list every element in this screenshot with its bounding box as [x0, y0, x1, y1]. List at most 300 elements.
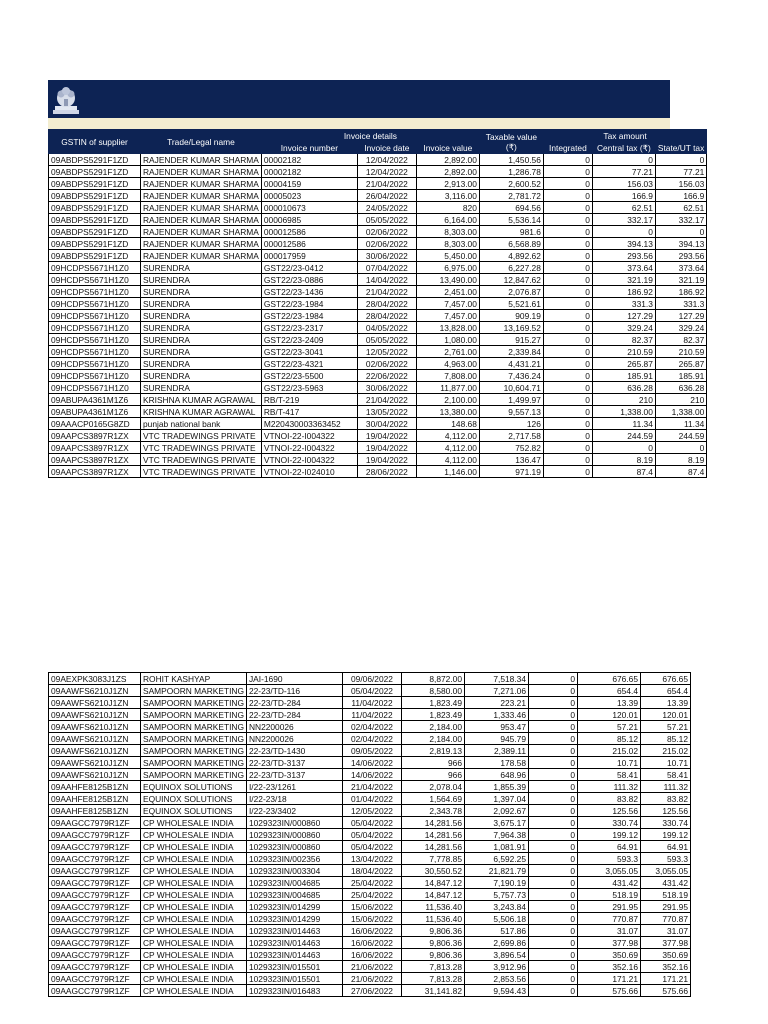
invoice-number-cell: I/22-23/18	[246, 793, 342, 805]
trade-name-cell: CP WHOLESALE INDIA	[141, 865, 247, 877]
trade-name-cell: KRISHNA KUMAR AGRAWAL	[141, 406, 262, 418]
table-row	[49, 322, 707, 334]
invoice-date-cell: 05/04/2022	[342, 841, 401, 853]
invoice-value-cell: 9,806.36	[401, 925, 464, 937]
integrated-tax-cell: 0	[528, 937, 577, 949]
invoice-date-cell: 02/06/2022	[357, 238, 416, 250]
table-row	[49, 154, 707, 166]
integrated-tax-cell: 0	[528, 709, 577, 721]
header-subband	[48, 118, 670, 129]
taxable-value-cell: 1,499.97	[479, 394, 543, 406]
trade-name-cell: CP WHOLESALE INDIA	[141, 853, 247, 865]
trade-name-cell: RAJENDER KUMAR SHARMA	[141, 178, 262, 190]
state-tax-cell: 10.71	[640, 757, 690, 769]
state-tax-cell: 352.16	[640, 961, 690, 973]
state-tax-cell: 186.92	[655, 286, 706, 298]
invoice-date-cell: 18/04/2022	[342, 865, 401, 877]
invoice-number-cell: 00006985	[261, 214, 357, 226]
integrated-tax-cell: 0	[543, 262, 592, 274]
gstin-cell: 09AAPCS3897R1ZX	[49, 466, 141, 478]
invoice-number-cell: 1029323IN/014299	[246, 913, 342, 925]
integrated-tax-cell: 0	[528, 985, 577, 997]
trade-name-cell: SURENDRA	[141, 322, 262, 334]
invoice-value-cell: 4,963.00	[416, 358, 479, 370]
table-row	[49, 865, 691, 877]
gstin-cell: 09ABDPS5291F1ZD	[49, 214, 141, 226]
central-tax-cell: 210.59	[592, 346, 655, 358]
gstin-cell: 09AAGCC7979R1ZF	[49, 985, 141, 997]
invoice-number-cell: NN2200026	[246, 733, 342, 745]
central-tax-cell: 518.19	[577, 889, 640, 901]
trade-name-cell: SAMPOORN MARKETING	[141, 709, 247, 721]
gstin-cell: 09AEXPK3083J1ZS	[49, 673, 141, 685]
invoice-number-cell: 000012586	[261, 226, 357, 238]
gstin-cell: 09AAHFE8125B1ZN	[49, 781, 141, 793]
invoice-number-cell: GST22/23-1984	[261, 298, 357, 310]
invoice-date-cell: 02/04/2022	[342, 721, 401, 733]
integrated-tax-cell: 0	[543, 298, 592, 310]
gstin-cell: 09ABDPS5291F1ZD	[49, 190, 141, 202]
taxable-value-cell: 909.19	[479, 310, 543, 322]
gstin-cell: 09AAGCC7979R1ZF	[49, 937, 141, 949]
trade-name-cell: CP WHOLESALE INDIA	[141, 901, 247, 913]
table-row	[49, 214, 707, 226]
state-tax-cell: 770.87	[640, 913, 690, 925]
invoice-value-cell: 13,490.00	[416, 274, 479, 286]
table-row	[49, 358, 707, 370]
gstin-cell: 09AAHFE8125B1ZN	[49, 805, 141, 817]
taxable-value-cell: 3,243.84	[464, 901, 528, 913]
invoice-date-cell: 04/05/2022	[357, 322, 416, 334]
invoice-number-cell: 1029323IN/016483	[246, 985, 342, 997]
taxable-value-cell: 2,076.87	[479, 286, 543, 298]
gstin-cell: 09ABDPS5291F1ZD	[49, 226, 141, 238]
integrated-tax-cell: 0	[528, 805, 577, 817]
invoice-date-cell: 05/05/2022	[357, 334, 416, 346]
central-tax-cell: 111.32	[577, 781, 640, 793]
invoice-date-cell: 02/04/2022	[342, 733, 401, 745]
gstin-cell: 09AAWFS6210J1ZN	[49, 721, 141, 733]
integrated-tax-cell: 0	[543, 226, 592, 238]
invoice-date-cell: 16/06/2022	[342, 937, 401, 949]
state-tax-cell: 0	[655, 154, 706, 166]
gstin-cell: 09HCDPS5671H1Z0	[49, 346, 141, 358]
state-tax-cell: 199.12	[640, 829, 690, 841]
table-row	[49, 178, 707, 190]
invoice-number-cell: GST22/23-1436	[261, 286, 357, 298]
gstin-cell: 09HCDPS5671H1Z0	[49, 382, 141, 394]
taxable-value-cell: 1,333.46	[464, 709, 528, 721]
taxable-value-cell: 136.47	[479, 454, 543, 466]
gstin-cell: 09AAGCC7979R1ZF	[49, 889, 141, 901]
integrated-tax-cell: 0	[543, 358, 592, 370]
gstin-cell: 09AAGCC7979R1ZF	[49, 865, 141, 877]
invoice-number-cell: VTNOI-22-I004322	[261, 454, 357, 466]
trade-name-cell: RAJENDER KUMAR SHARMA	[141, 214, 262, 226]
integrated-tax-cell: 0	[528, 925, 577, 937]
central-tax-cell: 373.64	[592, 262, 655, 274]
central-tax-cell: 0	[592, 154, 655, 166]
central-tax-cell: 57.21	[577, 721, 640, 733]
table-row	[49, 238, 707, 250]
table-row	[49, 346, 707, 358]
gstin-cell: 09ABDPS5291F1ZD	[49, 178, 141, 190]
central-tax-cell: 10.71	[577, 757, 640, 769]
col-invoice-number-header: Invoice number	[261, 142, 357, 154]
state-tax-cell: 654.4	[640, 685, 690, 697]
table-row	[49, 673, 691, 685]
trade-name-cell: SURENDRA	[141, 382, 262, 394]
invoice-date-cell: 12/04/2022	[357, 166, 416, 178]
invoice-value-cell: 1,823.49	[401, 697, 464, 709]
gstin-cell: 09HCDPS5671H1Z0	[49, 286, 141, 298]
taxable-value-cell: 2,092.67	[464, 805, 528, 817]
invoice-value-cell: 13,828.00	[416, 322, 479, 334]
col-gstin-header: GSTIN of supplier	[49, 130, 141, 154]
invoice-date-cell: 28/04/2022	[357, 310, 416, 322]
trade-name-cell: CP WHOLESALE INDIA	[141, 889, 247, 901]
taxable-value-cell: 2,717.58	[479, 430, 543, 442]
invoice-date-cell: 21/06/2022	[342, 973, 401, 985]
central-tax-cell: 291.95	[577, 901, 640, 913]
invoice-date-cell: 25/04/2022	[342, 877, 401, 889]
invoice-date-cell: 28/06/2022	[357, 466, 416, 478]
taxable-value-cell: 3,896.54	[464, 949, 528, 961]
integrated-tax-cell: 0	[528, 781, 577, 793]
central-tax-cell: 431.42	[577, 877, 640, 889]
invoice-date-cell: 19/04/2022	[357, 430, 416, 442]
central-tax-cell: 770.87	[577, 913, 640, 925]
table-row	[49, 454, 707, 466]
central-tax-cell: 352.16	[577, 961, 640, 973]
integrated-tax-cell: 0	[543, 286, 592, 298]
table-row	[49, 430, 707, 442]
state-tax-cell: 156.03	[655, 178, 706, 190]
table-row	[49, 793, 691, 805]
table-row	[49, 745, 691, 757]
gstin-cell: 09AAACP0165G8ZD	[49, 418, 141, 430]
central-tax-cell: 394.13	[592, 238, 655, 250]
gstin-cell: 09ABDPS5291F1ZD	[49, 202, 141, 214]
invoice-date-cell: 11/04/2022	[342, 697, 401, 709]
gstin-cell: 09HCDPS5671H1Z0	[49, 334, 141, 346]
state-tax-cell: 431.42	[640, 877, 690, 889]
invoice-number-cell: I/22-23/3402	[246, 805, 342, 817]
trade-name-cell: SAMPOORN MARKETING	[141, 721, 247, 733]
taxable-value-cell: 2,389.11	[464, 745, 528, 757]
invoice-date-cell: 16/06/2022	[342, 925, 401, 937]
trade-name-cell: CP WHOLESALE INDIA	[141, 913, 247, 925]
invoice-date-cell: 14/06/2022	[342, 757, 401, 769]
table-row	[49, 925, 691, 937]
national-emblem-icon	[51, 82, 81, 116]
invoice-date-cell: 01/04/2022	[342, 793, 401, 805]
state-tax-cell: 3,055.05	[640, 865, 690, 877]
state-tax-cell: 329.24	[655, 322, 706, 334]
table-row	[49, 166, 707, 178]
central-tax-cell: 58.41	[577, 769, 640, 781]
invoice-number-cell: GST22/23-0412	[261, 262, 357, 274]
taxable-value-cell: 6,227.28	[479, 262, 543, 274]
integrated-tax-cell: 0	[528, 733, 577, 745]
invoice-number-cell: RB/T-417	[261, 406, 357, 418]
gstin-cell: 09HCDPS5671H1Z0	[49, 262, 141, 274]
table-row	[49, 829, 691, 841]
taxable-value-cell: 3,675.17	[464, 817, 528, 829]
invoice-value-cell: 14,281.56	[401, 829, 464, 841]
gstin-cell: 09AAGCC7979R1ZF	[49, 853, 141, 865]
state-tax-cell: 331.3	[655, 298, 706, 310]
invoice-date-cell: 13/04/2022	[342, 853, 401, 865]
trade-name-cell: CP WHOLESALE INDIA	[141, 877, 247, 889]
taxable-value-cell: 2,339.84	[479, 346, 543, 358]
trade-name-cell: RAJENDER KUMAR SHARMA	[141, 202, 262, 214]
state-tax-cell: 321.19	[655, 274, 706, 286]
trade-name-cell: CP WHOLESALE INDIA	[141, 949, 247, 961]
central-tax-cell: 593.3	[577, 853, 640, 865]
state-tax-cell: 13.39	[640, 697, 690, 709]
central-tax-cell: 329.24	[592, 322, 655, 334]
invoice-value-cell: 4,112.00	[416, 442, 479, 454]
integrated-tax-cell: 0	[528, 673, 577, 685]
state-tax-cell: 31.07	[640, 925, 690, 937]
invoice-date-cell: 30/06/2022	[357, 382, 416, 394]
invoice-value-cell: 5,450.00	[416, 250, 479, 262]
integrated-tax-cell: 0	[543, 250, 592, 262]
integrated-tax-cell: 0	[543, 454, 592, 466]
taxable-value-cell: 3,912.96	[464, 961, 528, 973]
state-tax-cell: 82.37	[655, 334, 706, 346]
invoice-date-cell: 19/04/2022	[357, 454, 416, 466]
central-tax-cell: 82.37	[592, 334, 655, 346]
invoice-value-cell: 2,892.00	[416, 154, 479, 166]
invoice-value-cell: 14,281.56	[401, 841, 464, 853]
state-tax-cell: 293.56	[655, 250, 706, 262]
invoice-value-cell: 2,761.00	[416, 346, 479, 358]
taxable-value-cell: 953.47	[464, 721, 528, 733]
table-row	[49, 937, 691, 949]
invoice-number-cell: GST22/23-2409	[261, 334, 357, 346]
trade-name-cell: CP WHOLESALE INDIA	[141, 925, 247, 937]
table-row	[49, 394, 707, 406]
trade-name-cell: SURENDRA	[141, 274, 262, 286]
invoice-number-cell: GST22/23-3041	[261, 346, 357, 358]
state-tax-cell: 125.56	[640, 805, 690, 817]
gstin-cell: 09AAWFS6210J1ZN	[49, 709, 141, 721]
invoice-value-cell: 8,580.00	[401, 685, 464, 697]
invoice-date-cell: 16/06/2022	[342, 949, 401, 961]
invoice-date-cell: 12/05/2022	[342, 805, 401, 817]
gstin-cell: 09AAWFS6210J1ZN	[49, 733, 141, 745]
central-tax-cell: 199.12	[577, 829, 640, 841]
integrated-tax-cell: 0	[528, 685, 577, 697]
state-tax-cell: 330.74	[640, 817, 690, 829]
state-tax-cell: 111.32	[640, 781, 690, 793]
state-tax-cell: 291.95	[640, 901, 690, 913]
integrated-tax-cell: 0	[543, 370, 592, 382]
invoice-date-cell: 15/06/2022	[342, 913, 401, 925]
taxable-value-cell: 9,557.13	[479, 406, 543, 418]
invoice-value-cell: 7,457.00	[416, 310, 479, 322]
state-tax-cell: 676.65	[640, 673, 690, 685]
invoice-number-cell: 000010673	[261, 202, 357, 214]
invoice-date-cell: 27/06/2022	[342, 985, 401, 997]
trade-name-cell: RAJENDER KUMAR SHARMA	[141, 190, 262, 202]
trade-name-cell: SURENDRA	[141, 298, 262, 310]
trade-name-cell: SURENDRA	[141, 370, 262, 382]
trade-name-cell: RAJENDER KUMAR SHARMA	[141, 238, 262, 250]
invoice-number-cell: JAI-1690	[246, 673, 342, 685]
gstin-cell: 09AAPCS3897R1ZX	[49, 430, 141, 442]
invoice-number-cell: 00002182	[261, 154, 357, 166]
invoice-number-cell: 1029323IN/014299	[246, 901, 342, 913]
table-row	[49, 466, 707, 478]
gstin-cell: 09ABDPS5291F1ZD	[49, 238, 141, 250]
taxable-value-cell: 10,604.71	[479, 382, 543, 394]
state-tax-cell: 87.4	[655, 466, 706, 478]
table-row	[49, 913, 691, 925]
gstin-cell: 09AAGCC7979R1ZF	[49, 949, 141, 961]
trade-name-cell: CP WHOLESALE INDIA	[141, 841, 247, 853]
central-tax-cell: 321.19	[592, 274, 655, 286]
invoice-date-cell: 02/06/2022	[357, 226, 416, 238]
taxable-value-cell: 7,964.38	[464, 829, 528, 841]
invoice-value-cell: 966	[401, 757, 464, 769]
trade-name-cell: SAMPOORN MARKETING	[141, 733, 247, 745]
taxable-value-cell: 12,847.62	[479, 274, 543, 286]
invoice-date-cell: 19/04/2022	[357, 442, 416, 454]
invoice-date-cell: 15/06/2022	[342, 901, 401, 913]
integrated-tax-cell: 0	[528, 853, 577, 865]
invoice-value-cell: 2,100.00	[416, 394, 479, 406]
supplier-invoices-table-1	[48, 129, 707, 478]
invoice-value-cell: 30,550.52	[401, 865, 464, 877]
integrated-tax-cell: 0	[543, 418, 592, 430]
invoice-number-cell: 1029323IN/002356	[246, 853, 342, 865]
invoice-value-cell: 7,778.85	[401, 853, 464, 865]
taxable-value-cell: 5,506.18	[464, 913, 528, 925]
central-tax-cell: 64.91	[577, 841, 640, 853]
integrated-tax-cell: 0	[543, 202, 592, 214]
invoice-value-cell: 8,303.00	[416, 226, 479, 238]
taxable-value-cell: 7,436.24	[479, 370, 543, 382]
table-row	[49, 298, 707, 310]
invoice-number-cell: 00004159	[261, 178, 357, 190]
invoice-value-cell: 9,806.36	[401, 949, 464, 961]
gstin-cell: 09AAWFS6210J1ZN	[49, 745, 141, 757]
taxable-value-cell: 4,431.21	[479, 358, 543, 370]
taxable-value-cell: 517.86	[464, 925, 528, 937]
table-row	[49, 406, 707, 418]
integrated-tax-cell: 0	[543, 442, 592, 454]
gstin-cell: 09HCDPS5671H1Z0	[49, 274, 141, 286]
invoice-date-cell: 11/04/2022	[342, 709, 401, 721]
table-row	[49, 949, 691, 961]
state-tax-cell: 0	[655, 442, 706, 454]
table-row	[49, 370, 707, 382]
invoice-value-cell: 14,847.12	[401, 877, 464, 889]
integrated-tax-cell: 0	[528, 877, 577, 889]
taxable-value-cell: 6,568.89	[479, 238, 543, 250]
state-tax-cell: 593.3	[640, 853, 690, 865]
invoice-date-cell: 30/04/2022	[357, 418, 416, 430]
table-row	[49, 901, 691, 913]
taxable-value-cell: 21,821.79	[464, 865, 528, 877]
trade-name-cell: SAMPOORN MARKETING	[141, 685, 247, 697]
state-tax-cell: 64.91	[640, 841, 690, 853]
integrated-tax-cell: 0	[528, 745, 577, 757]
gstin-cell: 09AAGCC7979R1ZF	[49, 841, 141, 853]
gstin-cell: 09AAGCC7979R1ZF	[49, 901, 141, 913]
invoice-date-cell: 14/04/2022	[357, 274, 416, 286]
invoice-value-cell: 13,380.00	[416, 406, 479, 418]
integrated-tax-cell: 0	[528, 889, 577, 901]
state-tax-cell: 127.29	[655, 310, 706, 322]
state-tax-cell: 210	[655, 394, 706, 406]
invoice-date-cell: 21/04/2022	[357, 286, 416, 298]
invoice-value-cell: 2,184.00	[401, 721, 464, 733]
state-tax-cell: 85.12	[640, 733, 690, 745]
gstin-cell: 09ABUPA4361M1Z6	[49, 394, 141, 406]
invoice-number-cell: 1029323IN/014463	[246, 937, 342, 949]
integrated-tax-cell: 0	[543, 394, 592, 406]
central-tax-cell: 62.51	[592, 202, 655, 214]
taxable-value-cell: 5,536.14	[479, 214, 543, 226]
invoice-number-cell: 22-23/TD-116	[246, 685, 342, 697]
central-tax-cell: 265.87	[592, 358, 655, 370]
integrated-tax-cell: 0	[543, 190, 592, 202]
integrated-tax-cell: 0	[528, 913, 577, 925]
trade-name-cell: SURENDRA	[141, 310, 262, 322]
trade-name-cell: EQUINOX SOLUTIONS	[141, 793, 247, 805]
integrated-tax-cell: 0	[528, 793, 577, 805]
table-row	[49, 709, 691, 721]
state-tax-cell: 350.69	[640, 949, 690, 961]
central-tax-cell: 575.66	[577, 985, 640, 997]
gstin-cell: 09AAWFS6210J1ZN	[49, 769, 141, 781]
taxable-value-cell: 5,521.61	[479, 298, 543, 310]
central-tax-cell: 1,338.00	[592, 406, 655, 418]
central-tax-cell: 13.39	[577, 697, 640, 709]
gstin-cell: 09AAGCC7979R1ZF	[49, 829, 141, 841]
table-row	[49, 685, 691, 697]
integrated-tax-cell: 0	[528, 865, 577, 877]
trade-name-cell: SURENDRA	[141, 286, 262, 298]
invoice-number-cell: 000012586	[261, 238, 357, 250]
state-tax-cell: 166.9	[655, 190, 706, 202]
invoice-date-cell: 21/06/2022	[342, 961, 401, 973]
table-row	[49, 841, 691, 853]
taxable-value-cell: 223.21	[464, 697, 528, 709]
col-tax-amount-header: Tax amount	[543, 130, 706, 142]
state-tax-cell: 8.19	[655, 454, 706, 466]
gstin-cell: 09HCDPS5671H1Z0	[49, 358, 141, 370]
central-tax-cell: 215.02	[577, 745, 640, 757]
integrated-tax-cell: 0	[543, 346, 592, 358]
invoice-value-cell: 2,078.04	[401, 781, 464, 793]
integrated-tax-cell: 0	[528, 829, 577, 841]
trade-name-cell: VTC TRADEWINGS PRIVATE	[141, 442, 262, 454]
invoice-date-cell: 05/04/2022	[342, 829, 401, 841]
invoice-value-cell: 7,808.00	[416, 370, 479, 382]
invoice-number-cell: 22-23/TD-1430	[246, 745, 342, 757]
central-tax-cell: 125.56	[577, 805, 640, 817]
state-tax-cell: 265.87	[655, 358, 706, 370]
table-row	[49, 769, 691, 781]
invoice-value-cell: 11,536.40	[401, 913, 464, 925]
trade-name-cell: ROHIT KASHYAP	[141, 673, 247, 685]
invoice-date-cell: 13/05/2022	[357, 406, 416, 418]
